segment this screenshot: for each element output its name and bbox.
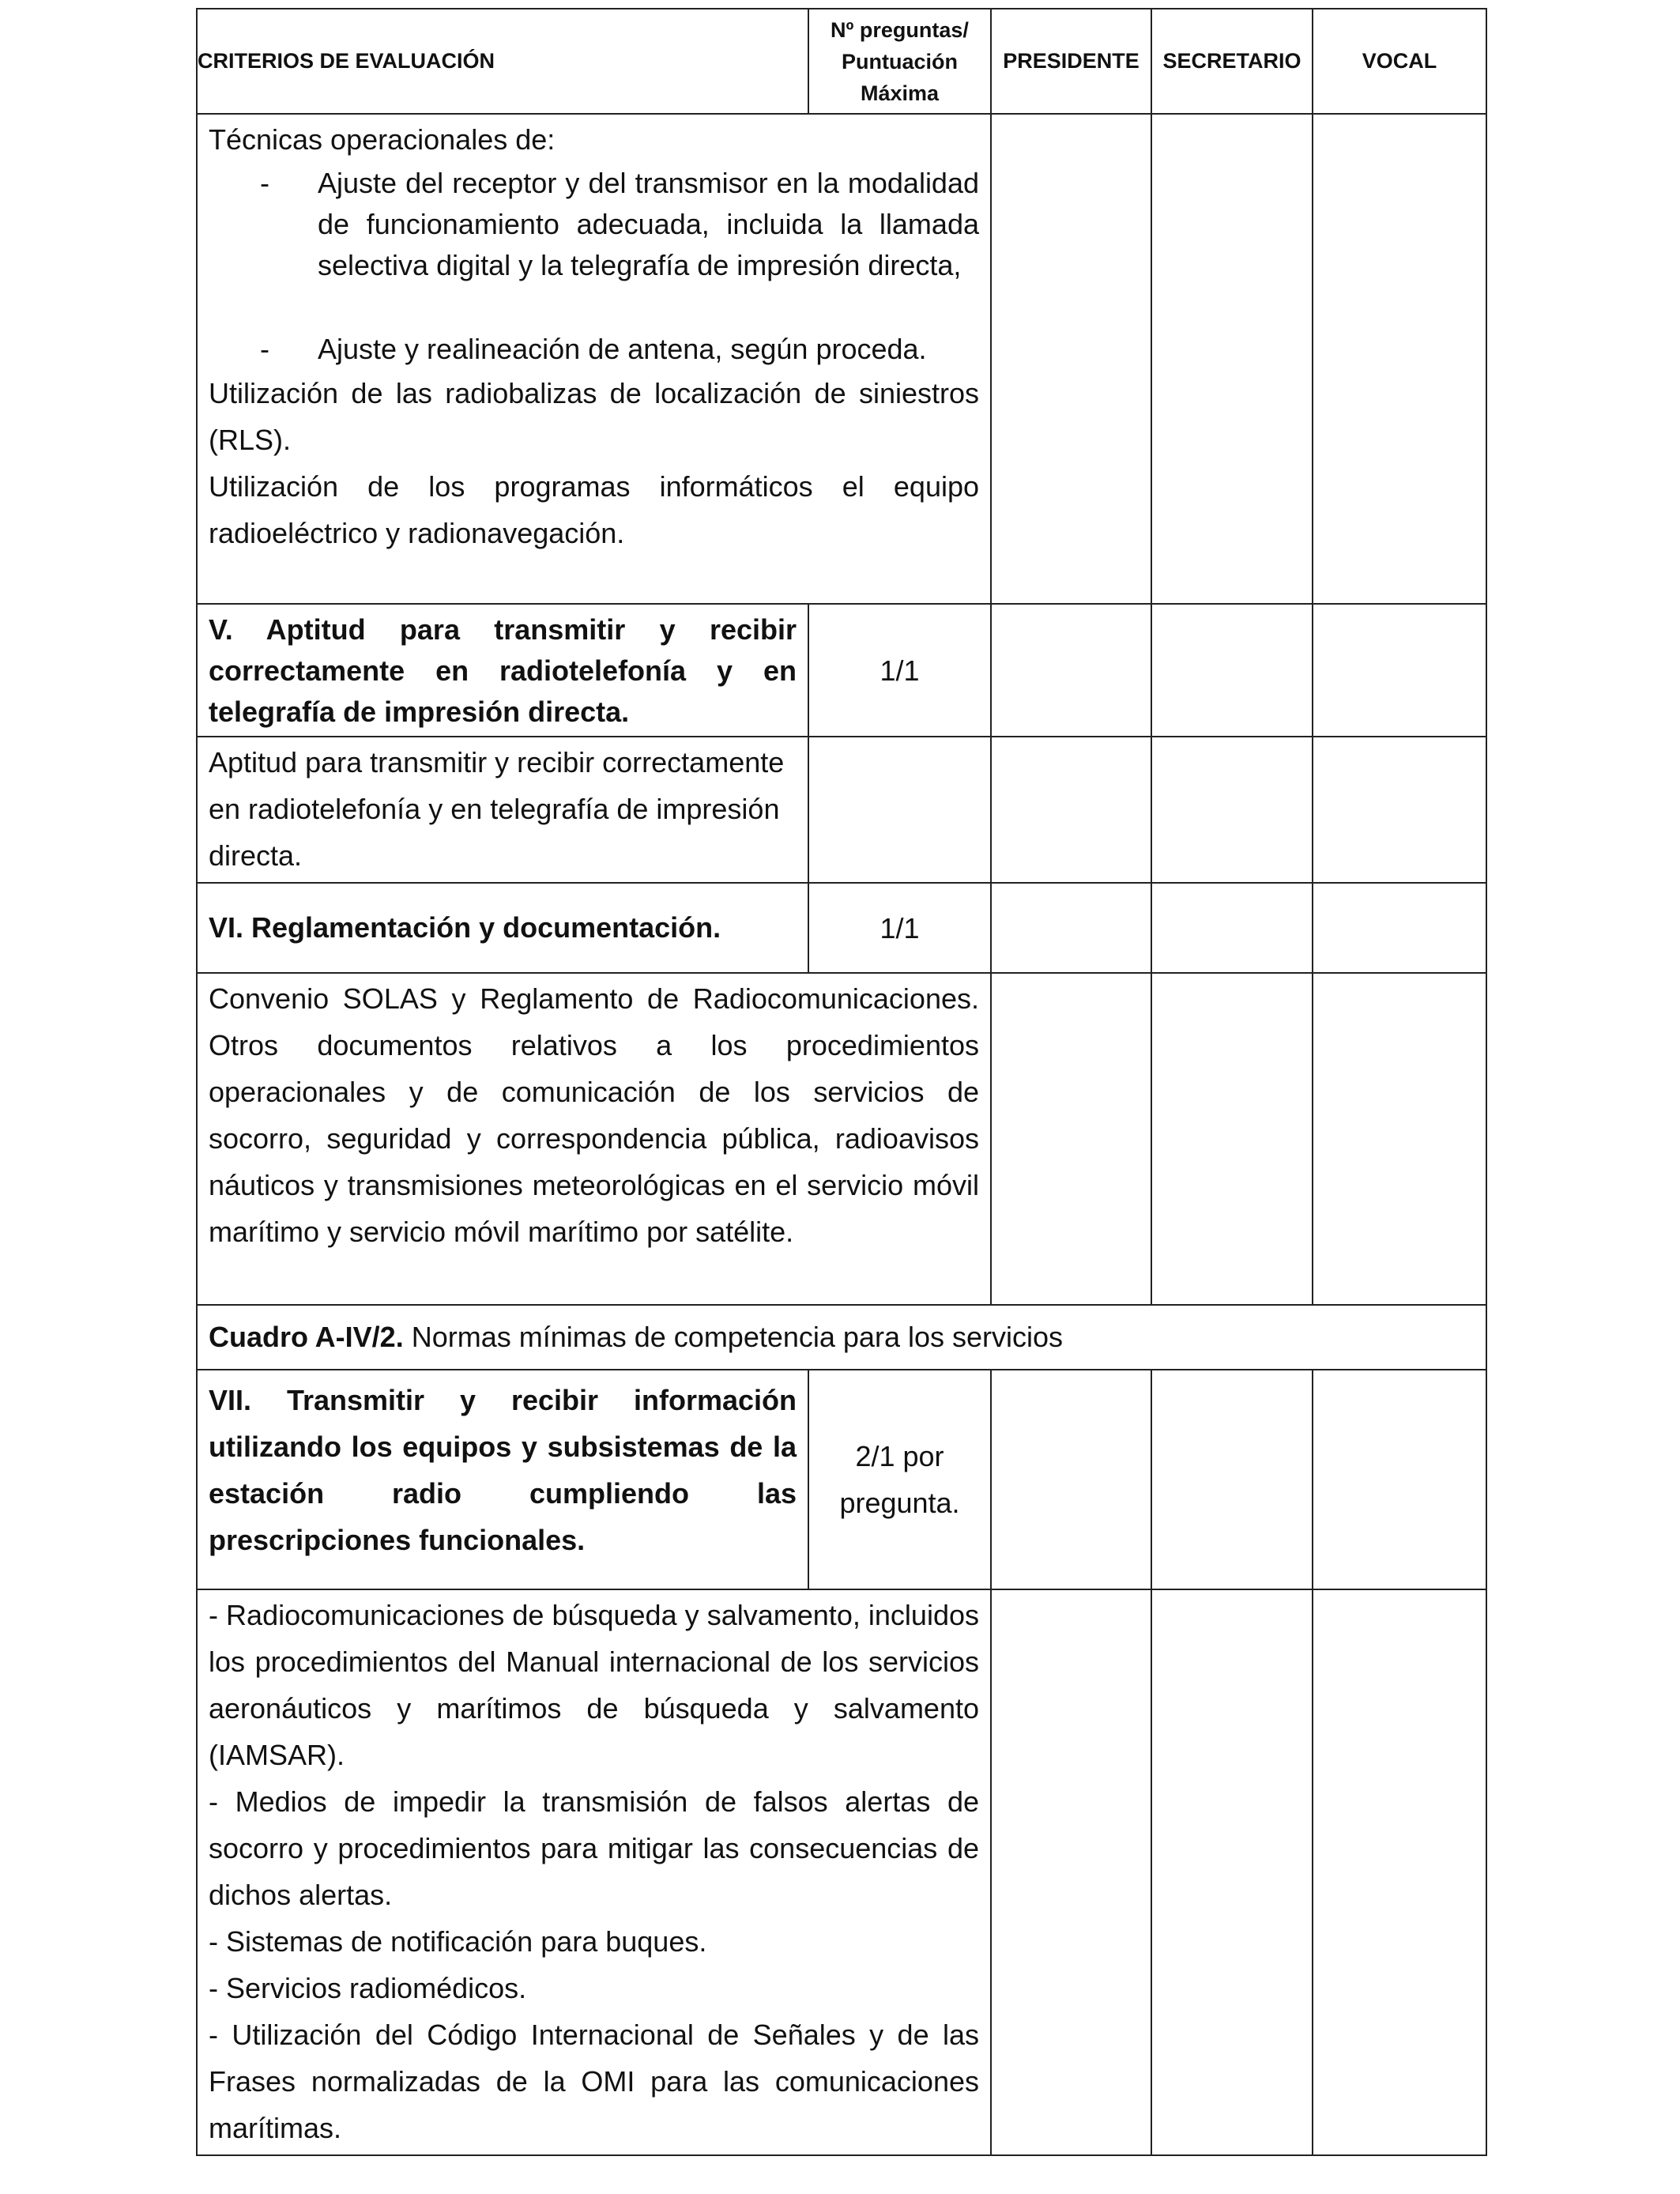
vocal-cell	[1313, 1589, 1486, 2155]
ship-reporting-paragraph: - Sistemas de notificación para buques.	[209, 1925, 707, 1958]
vocal-cell	[1313, 1370, 1486, 1589]
section-v-score: 1/1	[808, 604, 991, 737]
techniques-list	[209, 163, 979, 370]
list-item-text: Ajuste y realineación de antena, según proceda.	[318, 333, 927, 365]
rls-paragraph: Utilización de las radiobalizas de localización de siniestros (RLS).	[209, 377, 979, 456]
secretary-cell	[1151, 1589, 1313, 2155]
score-line2: pregunta.	[839, 1487, 960, 1519]
criteria-header: CRITERIOS DE EVALUACIÓN	[197, 9, 808, 114]
list-item	[209, 329, 979, 370]
vocal-header: VOCAL	[1313, 9, 1486, 114]
false-alerts-paragraph: - Medios de impedir la transmisión de falsos alertas de socorro y procedimientos para mitigar las consecuencias de dichos alertas.	[209, 1785, 979, 1911]
president-cell	[991, 1370, 1151, 1589]
president-header: PRESIDENTE	[991, 9, 1151, 114]
header-row	[197, 9, 1486, 114]
score-cell	[808, 737, 991, 883]
secretary-cell	[1151, 604, 1313, 737]
search-rescue-row	[197, 1589, 1486, 2155]
iamsar-paragraph: - Radiocomunicaciones de búsqueda y salvamento, incluidos los procedimientos del Manual internacional de los servicios aeronáuticos y marítimos de búsqueda y salvamento (IAMSAR).	[209, 1599, 979, 1771]
regulations-row	[197, 973, 1486, 1305]
software-paragraph: Utilización de los programas informáticos el equipo radioeléctrico y radionavegación.	[209, 470, 979, 549]
secretary-cell	[1151, 737, 1313, 883]
secretary-cell	[1151, 1370, 1313, 1589]
techniques-intro: Técnicas operacionales de:	[209, 123, 556, 156]
president-cell	[991, 604, 1151, 737]
secretary-cell	[1151, 883, 1313, 973]
questions-score-header	[808, 9, 991, 114]
caption-rest: Normas mínimas de competencia para los servicios	[403, 1320, 1064, 1353]
section-v-row	[197, 604, 1486, 737]
list-item	[209, 163, 979, 286]
section-vi-title: VI. Reglamentación y documentación.	[197, 883, 808, 973]
questions-header-line1: Nº preguntas/	[831, 17, 969, 42]
list-item-text: Ajuste del receptor y del transmisor en la modalidad de funcionamiento adecuada, incluida la llamada selectiva digital y la telegrafía de impresión directa,	[318, 167, 979, 281]
section-vi-score: 1/1	[808, 883, 991, 973]
section-vi-row	[197, 883, 1486, 973]
radiomedical-paragraph: - Servicios radiomédicos.	[209, 1972, 527, 2004]
secretary-cell	[1151, 973, 1313, 1305]
section-vii-title: VII. Transmitir y recibir información utilizando los equipos y subsistemas de la estación radio cumpliendo las prescripciones funcionales.	[197, 1370, 808, 1589]
president-cell	[991, 973, 1151, 1305]
questions-header-line3: Máxima	[860, 81, 940, 105]
score-line1: 2/1 por	[855, 1440, 944, 1472]
section-v-title: V. Aptitud para transmitir y recibir correctamente en radiotelefonía y en telegrafía de impresión directa.	[197, 604, 808, 737]
aptitude-text: Aptitud para transmitir y recibir correctamente en radiotelefonía y en telegrafía de impresión directa.	[197, 737, 808, 883]
secretary-header: SECRETARIO	[1151, 9, 1313, 114]
list-spacer	[209, 286, 979, 329]
table-a-iv-2-caption	[197, 1305, 1486, 1370]
section-vii-row	[197, 1370, 1486, 1589]
vocal-cell	[1313, 883, 1486, 973]
secretary-cell	[1151, 114, 1313, 604]
vocal-cell	[1313, 737, 1486, 883]
section-vii-score	[808, 1370, 991, 1589]
caption-bold: Cuadro A-IV/2.	[209, 1320, 404, 1353]
dash-marker: -	[260, 167, 269, 199]
president-cell	[991, 1589, 1151, 2155]
president-cell	[991, 737, 1151, 883]
table-a-iv-2-row	[197, 1305, 1486, 1370]
dash-marker: -	[260, 333, 269, 365]
president-cell	[991, 114, 1151, 604]
operational-techniques-cell	[197, 114, 991, 604]
questions-header-line2: Puntuación	[842, 49, 958, 74]
president-cell	[991, 883, 1151, 973]
evaluation-table	[196, 8, 1487, 2156]
vocal-cell	[1313, 114, 1486, 604]
regulations-text: Convenio SOLAS y Reglamento de Radiocomunicaciones. Otros documentos relativos a los procedimientos operacionales y de comunicación de los servicios de socorro, seguridad y correspondencia pública, radioavisos náuticos y transmisiones meteorológicas en el servicio móvil marítimo y servicio móvil marítimo por satélite.	[197, 973, 991, 1305]
vocal-cell	[1313, 604, 1486, 737]
operational-techniques-row	[197, 114, 1486, 604]
search-rescue-cell	[197, 1589, 991, 2155]
aptitude-row	[197, 737, 1486, 883]
vocal-cell	[1313, 973, 1486, 1305]
signal-code-paragraph: - Utilización del Código Internacional de Señales y de las Frases normalizadas de la OMI para las comunicaciones marítimas.	[209, 2019, 979, 2144]
